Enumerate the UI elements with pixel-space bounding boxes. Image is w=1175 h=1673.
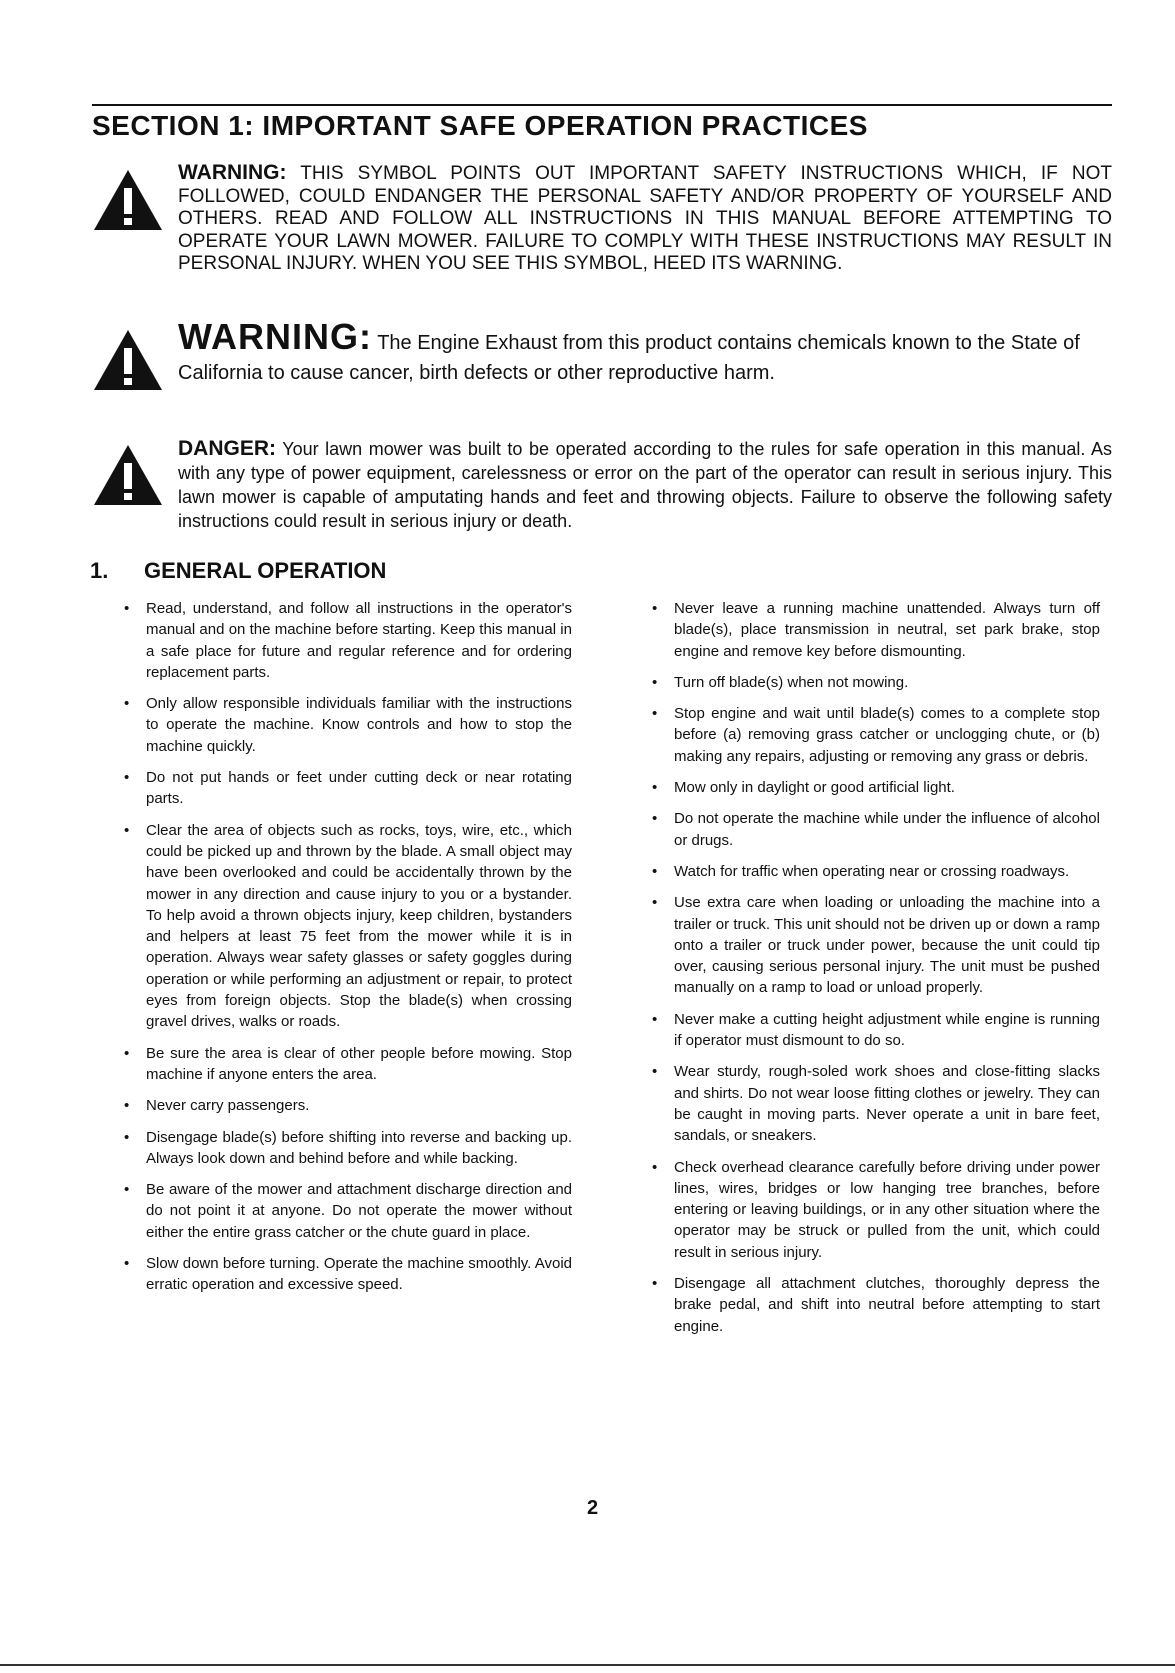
list-item bbox=[122, 1127, 572, 1170]
list-item bbox=[122, 767, 572, 810]
bullet-icon: • bbox=[652, 894, 658, 912]
list-item bbox=[122, 1179, 572, 1243]
subsection-heading bbox=[90, 558, 386, 584]
list-item bbox=[122, 1095, 572, 1116]
right-column bbox=[650, 598, 1100, 1347]
list-item-text: Mow only in daylight or good artificial light. bbox=[674, 779, 955, 797]
right-bullet-list bbox=[650, 598, 1100, 1337]
warning-exhaust-lead: WARNING: bbox=[178, 316, 372, 357]
warning-exhaust-text: The Engine Exhaust from this product contains chemicals known to the State of California to cause cancer, birth defects or other reproductive harm. bbox=[178, 332, 1080, 384]
bullet-icon: • bbox=[652, 673, 658, 691]
list-item-text: Never carry passengers. bbox=[146, 1097, 310, 1115]
page-number: 2 bbox=[587, 1497, 599, 1519]
bullet-icon: • bbox=[652, 705, 658, 723]
list-item bbox=[650, 892, 1100, 998]
warning-lead: WARNING: bbox=[178, 161, 287, 184]
subsection-title: GENERAL OPERATION bbox=[144, 558, 387, 583]
bullet-icon: • bbox=[124, 1097, 130, 1115]
list-item bbox=[650, 1157, 1100, 1263]
left-bullet-list bbox=[122, 598, 572, 1296]
list-item bbox=[650, 1009, 1100, 1052]
list-item-text: Be sure the area is clear of other people before mowing. Stop machine if anyone enters the area. bbox=[146, 1044, 572, 1083]
list-item-text: Read, understand, and follow all instructions in the operator's manual and on the machine before starting. Keep this manual in a safe place for future and regular reference and for ordering replacement parts. bbox=[146, 600, 572, 681]
bottom-rule bbox=[0, 1664, 1175, 1666]
list-item-text: Use extra care when loading or unloading the machine into a trailer or truck. This unit should not be driven up or down a ramp onto a trailer or truck under power, because the unit could tip over, causing serious personal injury. The unit must be pushed manually on a ramp to load or unload properly. bbox=[674, 894, 1100, 997]
warning-text: THIS SYMBOL POINTS OUT IMPORTANT SAFETY INSTRUCTIONS WHICH, IF NOT FOLLOWED, COULD ENDANGER THE PERSONAL SAFETY AND/OR PROPERTY OF YOURSELF AND OTHERS. READ AND FOLLOW ALL INSTRUCTIONS IN THIS MANUAL BEFORE ATTEMPTING TO OPERATE YOUR LAWN MOWER. FAILURE TO COMPLY WITH THESE INSTRUCTIONS MAY RESULT IN PERSONAL INJURY. WHEN YOU SEE THIS SYMBOL, HEED ITS WARNING. bbox=[178, 163, 1112, 274]
bullet-icon: • bbox=[652, 862, 658, 880]
list-item-text: Stop engine and wait until blade(s) comes to a complete stop before (a) removing grass catcher or unclogging chute, or (b) making any repairs, adjusting or removing any grass or debris. bbox=[674, 705, 1100, 765]
bullet-icon: • bbox=[124, 821, 130, 839]
list-item-text: Wear sturdy, rough-soled work shoes and close-fitting slacks and shirts. Do not wear loose fitting clothes or jewelry. They can be caught in moving parts. Never operate a unit in bare feet, sandals, or sneakers. bbox=[674, 1063, 1100, 1145]
list-item-text: Check overhead clearance carefully before driving under power lines, wires, bridges or low hanging tree branches, before entering or leaving buildings, or in any other situation where the operator may be struck or pulled from the unit, which could result in serious injury. bbox=[674, 1158, 1100, 1261]
list-item-text: Never make a cutting height adjustment while engine is running if operator must dismount to do so. bbox=[674, 1010, 1100, 1050]
list-item-text: Be aware of the mower and attachment discharge direction and do not point it at anyone. Do not operate the mower without either the entire grass catcher or the chute guard in place. bbox=[146, 1181, 572, 1241]
list-item-text: Disengage all attachment clutches, thoroughly depress the brake pedal, and shift into neutral before attempting to start engine. bbox=[674, 1275, 1100, 1335]
subsection-number: 1. bbox=[90, 558, 109, 583]
list-item-text: Do not operate the machine while under the influence of alcohol or drugs. bbox=[674, 810, 1100, 849]
list-item bbox=[122, 598, 572, 683]
list-item-text: Never leave a running machine unattended. Always turn off blade(s), place transmission in neutral, set park brake, stop engine and remove key before dismounting. bbox=[674, 600, 1100, 660]
list-item-text: Turn off blade(s) when not mowing. bbox=[674, 673, 909, 691]
list-item bbox=[122, 693, 572, 757]
warning-triangle-icon bbox=[92, 168, 164, 232]
bullet-icon: • bbox=[124, 695, 130, 713]
list-item-text: Clear the area of objects such as rocks, toys, wire, etc., which could be picked up and thrown by the blade. A small object may have been overlooked and could be accidentally thrown by the mower in any direction and cause injury to you or a bystander. To help avoid a thrown objects injury, keep children, bystanders and helpers at least 75 feet from the mower while it is in operation. Always wear safety glasses or safety goggles during operation or while performing an adjustment or repair, to protect eyes from foreign objects. Stop the blade(s) when crossing gravel drives, walks or roads. bbox=[146, 821, 572, 1031]
bullet-icon: • bbox=[652, 1158, 658, 1176]
bullet-icon: • bbox=[124, 1128, 130, 1146]
section-title: SECTION 1: IMPORTANT SAFE OPERATION PRACTICES bbox=[92, 110, 868, 141]
bullet-icon: • bbox=[124, 1181, 130, 1199]
danger-text: Your lawn mower was built to be operated according to the rules for safe operation in this manual. As with any type of power equipment, carelessness or error on the part of the operator can result in serious injury. This lawn mower is capable of amputating hands and feet and throwing objects. Failure to observe the following safety instructions could result in serious injury or death. bbox=[178, 439, 1112, 531]
warning-triangle-icon bbox=[92, 443, 164, 507]
bullet-icon: • bbox=[652, 1275, 658, 1293]
list-item-text: Do not put hands or feet under cutting deck or near rotating parts. bbox=[146, 769, 572, 808]
bullet-icon: • bbox=[652, 1010, 658, 1028]
left-column bbox=[122, 598, 572, 1306]
list-item bbox=[650, 861, 1100, 882]
list-item bbox=[650, 808, 1100, 851]
list-item bbox=[650, 1273, 1100, 1337]
top-rule bbox=[92, 104, 1112, 106]
list-item bbox=[122, 820, 572, 1033]
warning-triangle-icon bbox=[92, 328, 164, 392]
list-item-text: Disengage blade(s) before shifting into reverse and backing up. Always look down and behind before and while backing. bbox=[146, 1128, 572, 1167]
list-item bbox=[650, 1061, 1100, 1146]
bullet-icon: • bbox=[124, 769, 130, 787]
list-item-text: Slow down before turning. Operate the machine smoothly. Avoid erratic operation and excessive speed. bbox=[146, 1255, 572, 1294]
bullet-icon: • bbox=[652, 810, 658, 828]
list-item bbox=[650, 672, 1100, 693]
list-item-text: Only allow responsible individuals familiar with the instructions to operate the machine. Know controls and how to stop the machine quickly. bbox=[146, 695, 572, 755]
bullet-icon: • bbox=[652, 600, 658, 617]
bullet-icon: • bbox=[652, 779, 658, 797]
list-item bbox=[650, 598, 1100, 662]
danger-lead: DANGER: bbox=[178, 437, 276, 460]
list-item bbox=[650, 777, 1100, 798]
list-item bbox=[122, 1253, 572, 1296]
list-item bbox=[122, 1043, 572, 1086]
bullet-icon: • bbox=[124, 600, 130, 617]
bullet-icon: • bbox=[124, 1255, 130, 1273]
list-item bbox=[650, 703, 1100, 767]
list-item-text: Watch for traffic when operating near or crossing roadways. bbox=[674, 862, 1070, 880]
bullet-icon: • bbox=[124, 1044, 130, 1062]
bullet-icon: • bbox=[652, 1063, 658, 1081]
